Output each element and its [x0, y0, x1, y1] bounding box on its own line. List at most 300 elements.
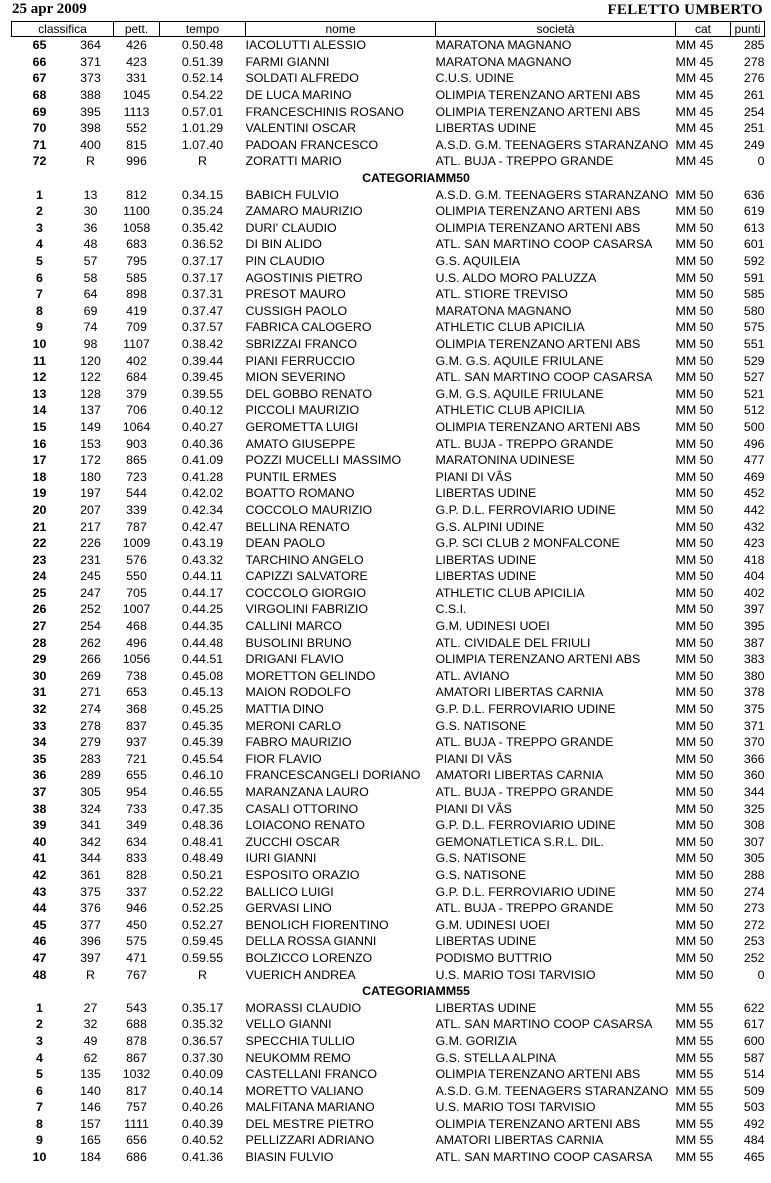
finish-time: 0.45.13 [181, 685, 224, 700]
finish-time: 0.39.45 [181, 370, 224, 385]
finish-time: 0.50.21 [181, 867, 224, 882]
overall-rank: 98 [83, 336, 98, 351]
category-rank: 3 [36, 220, 43, 235]
club-name: PIANI DI VÂS [435, 469, 512, 484]
finish-time: 0.45.35 [181, 718, 224, 733]
table-row [12, 385, 765, 402]
bib-number: 996 [126, 154, 147, 169]
table-row [12, 800, 765, 817]
points: 600 [743, 1033, 765, 1048]
points: 442 [743, 502, 765, 517]
club-name: ATL. BUJA - TREPPO GRANDE [435, 154, 614, 169]
athlete-name: COCCOLO MAURIZIO [245, 502, 373, 517]
finish-time: 0.35.42 [181, 220, 224, 235]
finish-time: 0.38.42 [181, 336, 224, 351]
athlete-name: PUNTIL ERMES [245, 469, 337, 484]
points: 452 [743, 486, 765, 501]
finish-time: 0.40.12 [181, 403, 224, 418]
category-rank: 17 [32, 453, 47, 468]
bib-number: 757 [126, 1100, 147, 1115]
category-code: MM 55 [675, 1100, 714, 1115]
overall-rank: 271 [80, 685, 101, 700]
category-code: MM 50 [675, 851, 714, 866]
category-rank: 1 [36, 1000, 43, 1015]
club-name: ATHLETIC CLUB APICILIA [435, 320, 585, 335]
table-row [12, 1099, 765, 1116]
category-code: MM 55 [675, 1033, 714, 1048]
category-header-row [12, 983, 765, 1000]
bib-number: 575 [126, 934, 147, 949]
overall-rank: 36 [83, 220, 98, 235]
category-code: MM 50 [675, 901, 714, 916]
points: 366 [743, 751, 765, 766]
bib-number: 543 [126, 1000, 147, 1015]
category-code: MM 50 [675, 287, 714, 302]
bib-number: 1056 [122, 652, 151, 667]
club-name: OLIMPIA TERENZANO ARTENI ABS [435, 204, 641, 219]
overall-rank: 305 [80, 785, 101, 800]
overall-rank: 375 [80, 884, 101, 899]
bib-number: 903 [126, 436, 147, 451]
finish-time: 1.07.40 [181, 137, 224, 152]
bib-number: 812 [126, 187, 147, 202]
points: 395 [743, 619, 765, 634]
category-rank: 39 [32, 818, 47, 833]
finish-time: 0.46.55 [181, 785, 224, 800]
club-name: ATL. STIORE TREVISO [435, 287, 568, 302]
category-rank: 11 [32, 353, 47, 368]
club-name: ATL. BUJA - TREPPO GRANDE [435, 901, 614, 916]
table-row [12, 485, 765, 502]
athlete-name: MATTIA DINO [245, 702, 324, 717]
category-rank: 38 [32, 801, 47, 816]
club-name: LIBERTAS UDINE [435, 552, 537, 567]
bib-number: 552 [126, 121, 147, 136]
points: 432 [743, 519, 765, 534]
table-row [12, 336, 765, 353]
bib-number: 688 [126, 1017, 147, 1032]
athlete-name: MAION RODOLFO [245, 685, 351, 700]
category-rank: 24 [32, 569, 47, 584]
category-rank: 71 [32, 137, 47, 152]
athlete-name: COCCOLO GIORGIO [245, 585, 366, 600]
category-rank: 12 [32, 370, 47, 385]
category-rank: 10 [32, 336, 47, 351]
category-code: MM 50 [675, 917, 714, 932]
club-name: LIBERTAS UDINE [435, 934, 537, 949]
category-code: MM 45 [675, 104, 714, 119]
overall-rank: 364 [80, 38, 101, 53]
athlete-name: PIANI FERRUCCIO [245, 353, 355, 368]
category-rank: 16 [32, 436, 47, 451]
category-code: MM 50 [675, 403, 714, 418]
finish-time: 0.41.36 [181, 1150, 224, 1165]
club-name: G.M. G.S. AQUILE FRIULANE [435, 353, 604, 368]
category-rank: 33 [32, 718, 47, 733]
club-name: ATL. SAN MARTINO COOP CASARSA [435, 1150, 653, 1165]
category-code: MM 50 [675, 818, 714, 833]
category-code: MM 50 [675, 353, 714, 368]
overall-rank: 342 [80, 834, 101, 849]
category-code: MM 50 [675, 652, 714, 667]
bib-number: 1111 [124, 1116, 149, 1131]
bib-number: 1007 [122, 602, 151, 617]
finish-time: R [198, 967, 207, 982]
table-row [12, 137, 765, 154]
col-header-cat: cat [676, 22, 731, 37]
overall-rank: 207 [80, 502, 101, 517]
points: 484 [743, 1133, 765, 1148]
club-name: ATL. BUJA - TREPPO GRANDE [435, 735, 614, 750]
club-name: G.S. ALPINI UDINE [435, 519, 545, 534]
bib-number: 733 [126, 801, 147, 816]
points: 274 [743, 884, 765, 899]
athlete-name: ESPOSITO ORAZIO [245, 867, 360, 882]
category-code: MM 50 [675, 237, 714, 252]
table-row [12, 817, 765, 834]
athlete-name: BALLICO LUIGI [245, 884, 334, 899]
overall-rank: 373 [80, 71, 101, 86]
points: 383 [743, 652, 765, 667]
finish-time: 0.37.17 [181, 270, 224, 285]
category-code-heading: MM55 [435, 984, 470, 999]
club-name: MARATONINA UDINESE [435, 453, 575, 468]
category-rank: 7 [36, 1100, 43, 1115]
bib-number: 833 [126, 851, 147, 866]
overall-rank: 279 [80, 735, 101, 750]
category-code: MM 55 [675, 1150, 714, 1165]
club-name: G.M. G.S. AQUILE FRIULANE [435, 386, 604, 401]
bib-number: 1064 [122, 419, 151, 434]
table-row [12, 352, 765, 369]
bib-number: 634 [126, 834, 147, 849]
table-row [12, 701, 765, 718]
athlete-name: SPECCHIA TULLIO [245, 1033, 355, 1048]
category-code: MM 50 [675, 585, 714, 600]
overall-rank: 153 [80, 436, 101, 451]
points: 344 [743, 785, 765, 800]
category-rank: 9 [36, 1133, 43, 1148]
category-code: MM 50 [675, 685, 714, 700]
athlete-name: ZAMARO MAURIZIO [245, 204, 363, 219]
table-row [12, 717, 765, 734]
athlete-name: GEROMETTA LUIGI [245, 419, 359, 434]
athlete-name: DI BIN ALIDO [245, 237, 322, 252]
category-code: MM 50 [675, 536, 714, 551]
category-rank: 1 [36, 187, 43, 202]
overall-rank: 48 [83, 237, 98, 252]
points: 254 [743, 104, 765, 119]
bib-number: 683 [126, 237, 147, 252]
club-name: ATL. BUJA - TREPPO GRANDE [435, 436, 614, 451]
bib-number: 368 [126, 702, 147, 717]
athlete-name: FRANCESCANGELI DORIANO [245, 768, 421, 783]
club-name: AMATORI LIBERTAS CARNIA [435, 685, 604, 700]
athlete-name: BELLINA RENATO [245, 519, 350, 534]
category-code: MM 50 [675, 785, 714, 800]
overall-rank: 149 [80, 419, 101, 434]
athlete-name: DELLA ROSSA GIANNI [245, 934, 377, 949]
table-row [12, 1116, 765, 1133]
category-rank: 4 [36, 1050, 43, 1065]
category-code: MM 55 [675, 1116, 714, 1131]
category-label: CATEGORIA [362, 171, 436, 186]
finish-time: 0.44.51 [181, 652, 224, 667]
club-name: OLIMPIA TERENZANO ARTENI ABS [435, 88, 641, 103]
points: 465 [743, 1150, 765, 1165]
finish-time: 0.59.55 [181, 950, 224, 965]
finish-time: 0.44.11 [182, 569, 223, 584]
category-code: MM 45 [675, 121, 714, 136]
category-code: MM 55 [675, 1083, 714, 1098]
bib-number: 898 [126, 287, 147, 302]
club-name: AMATORI LIBERTAS CARNIA [435, 768, 604, 783]
finish-time: 0.45.25 [181, 702, 224, 717]
athlete-name: PADOAN FRANCESCO [245, 137, 379, 152]
points: 251 [743, 121, 765, 136]
bib-number: 795 [126, 254, 147, 269]
athlete-name: GERVASI LINO [245, 901, 332, 916]
category-rank: 47 [32, 950, 47, 965]
athlete-name: BABICH FULVIO [245, 187, 339, 202]
club-name: A.S.D. G.M. TEENAGERS STARANZANO [435, 187, 669, 202]
category-rank: 20 [32, 502, 47, 517]
athlete-name: DRIGANI FLAVIO [245, 652, 344, 667]
points: 308 [743, 818, 765, 833]
points: 305 [743, 851, 765, 866]
club-name: LIBERTAS UDINE [435, 569, 537, 584]
club-name: A.S.D. G.M. TEENAGERS STARANZANO [435, 1083, 669, 1098]
table-row [12, 153, 765, 170]
overall-rank: 13 [83, 187, 98, 202]
category-rank: 22 [32, 536, 47, 551]
bib-number: 337 [126, 884, 147, 899]
overall-rank: 137 [80, 403, 101, 418]
athlete-name: DEL GOBBO RENATO [245, 386, 372, 401]
category-code: MM 45 [675, 38, 714, 53]
club-name: ATL. CIVIDALE DEL FRIULI [435, 635, 591, 650]
finish-time: 0.46.10 [181, 768, 224, 783]
table-row [12, 452, 765, 469]
athlete-name: CAPIZZI SALVATORE [245, 569, 368, 584]
bib-number: 828 [126, 867, 147, 882]
category-code: MM 50 [675, 967, 714, 982]
points: 249 [743, 137, 765, 152]
category-code: MM 50 [675, 768, 714, 783]
table-row [12, 1016, 765, 1033]
table-row [12, 253, 765, 270]
category-rank: 14 [32, 403, 47, 418]
finish-time: 0.59.45 [181, 934, 224, 949]
category-header-row [12, 170, 765, 187]
bib-number: 402 [126, 353, 147, 368]
category-code: MM 50 [675, 453, 714, 468]
finish-time: 0.51.39 [181, 54, 224, 69]
overall-rank: 32 [83, 1017, 98, 1032]
table-row [12, 751, 765, 768]
club-name: ATL. SAN MARTINO COOP CASARSA [435, 1017, 653, 1032]
bib-number: 585 [126, 270, 147, 285]
table-row [12, 286, 765, 303]
table-row [12, 767, 765, 784]
table-row [12, 1066, 765, 1083]
category-rank: 5 [36, 1067, 43, 1082]
category-rank: 13 [32, 386, 47, 401]
bib-number: 550 [126, 569, 147, 584]
category-code: MM 50 [675, 552, 714, 567]
points: 613 [743, 220, 765, 235]
bib-number: 865 [126, 453, 147, 468]
finish-time: 0.48.41 [181, 834, 224, 849]
finish-time: 0.35.24 [181, 204, 224, 219]
category-code: MM 50 [675, 702, 714, 717]
category-code: MM 45 [675, 54, 714, 69]
finish-time: 0.40.36 [181, 436, 224, 451]
athlete-name: AMATO GIUSEPPE [245, 436, 356, 451]
athlete-name: VELLO GIANNI [245, 1017, 332, 1032]
club-name: OLIMPIA TERENZANO ARTENI ABS [435, 419, 641, 434]
overall-rank: 122 [80, 370, 101, 385]
points: 404 [743, 569, 765, 584]
athlete-name: VUERICH ANDREA [245, 967, 356, 982]
overall-rank: 398 [80, 121, 101, 136]
overall-rank: 344 [80, 851, 101, 866]
table-row [12, 668, 765, 685]
table-row [12, 916, 765, 933]
points: 402 [743, 585, 765, 600]
category-rank: 15 [32, 419, 47, 434]
table-row [12, 651, 765, 668]
date-heading: 25 apr 2009 [12, 1, 87, 17]
points: 496 [743, 436, 765, 451]
category-rank: 26 [32, 602, 47, 617]
points: 285 [743, 38, 765, 53]
points: 585 [743, 287, 765, 302]
club-name: OLIMPIA TERENZANO ARTENI ABS [435, 220, 641, 235]
category-code: MM 50 [675, 370, 714, 385]
bib-number: 954 [126, 785, 147, 800]
club-name: G.S. AQUILEIA [435, 254, 521, 269]
finish-time: 0.45.08 [181, 668, 224, 683]
category-code: MM 55 [675, 1133, 714, 1148]
club-name: G.M. UDINESI UOEI [435, 619, 550, 634]
club-name: LIBERTAS UDINE [435, 121, 537, 136]
category-rank: 32 [32, 702, 47, 717]
table-row [12, 54, 765, 71]
category-code: MM 50 [675, 220, 714, 235]
table-row [12, 950, 765, 967]
category-code: MM 50 [675, 635, 714, 650]
finish-time: 0.52.27 [181, 917, 224, 932]
bib-number: 705 [126, 585, 147, 600]
table-row [12, 120, 765, 137]
athlete-name: VALENTINI OSCAR [245, 121, 357, 136]
athlete-name: MALFITANA MARIANO [245, 1100, 375, 1115]
bib-number: 1100 [123, 204, 150, 219]
club-name: OLIMPIA TERENZANO ARTENI ABS [435, 652, 641, 667]
overall-rank: 140 [80, 1083, 101, 1098]
club-name: ATHLETIC CLUB APICILIA [435, 403, 585, 418]
athlete-name: MORASSI CLAUDIO [245, 1000, 362, 1015]
category-rank: 19 [32, 486, 47, 501]
overall-rank: 278 [80, 718, 101, 733]
finish-time: 0.41.28 [181, 469, 224, 484]
points: 0 [757, 154, 765, 169]
category-rank: 37 [32, 785, 47, 800]
table-row [12, 1149, 765, 1166]
athlete-name: DURI' CLAUDIO [245, 220, 337, 235]
finish-time: 0.44.35 [181, 619, 224, 634]
club-name: G.S. NATISONE [435, 867, 527, 882]
category-rank: 66 [32, 54, 47, 69]
bib-number: 655 [126, 768, 147, 783]
table-row [12, 618, 765, 635]
category-rank: 6 [36, 270, 43, 285]
finish-time: 0.57.01 [181, 104, 224, 119]
overall-rank: 197 [80, 486, 101, 501]
athlete-name: SBRIZZAI FRANCO [245, 336, 358, 351]
athlete-name: PELLIZZARI ADRIANO [245, 1133, 375, 1148]
category-code: MM 50 [675, 336, 714, 351]
category-code: MM 45 [675, 88, 714, 103]
overall-rank: 165 [80, 1133, 101, 1148]
bib-number: 946 [126, 901, 147, 916]
col-header-punti: punti [731, 22, 765, 37]
bib-number: 1045 [122, 88, 151, 103]
category-rank: 8 [36, 1116, 43, 1131]
bib-number: 721 [126, 751, 147, 766]
table-row [12, 186, 765, 203]
category-code: MM 50 [675, 519, 714, 534]
points: 375 [743, 702, 765, 717]
table-row [12, 518, 765, 535]
points: 252 [743, 950, 765, 965]
athlete-name: MORETTO VALIANO [245, 1083, 364, 1098]
overall-rank: 217 [80, 519, 101, 534]
club-name: G.S. NATISONE [435, 851, 527, 866]
club-name: ATL. BUJA - TREPPO GRANDE [435, 785, 614, 800]
bib-number: 686 [126, 1150, 147, 1165]
table-row [12, 37, 765, 54]
points: 512 [743, 403, 765, 418]
category-rank: 23 [32, 552, 47, 567]
points: 273 [743, 901, 765, 916]
athlete-name: CASTELLANI FRANCO [245, 1067, 378, 1082]
table-row [12, 966, 765, 983]
club-name: ATHLETIC CLUB APICILIA [435, 585, 585, 600]
category-code: MM 50 [675, 718, 714, 733]
points: 503 [743, 1100, 765, 1115]
col-header-tempo: tempo [160, 22, 246, 37]
table-row [12, 1132, 765, 1149]
table-row [12, 269, 765, 286]
club-name: OLIMPIA TERENZANO ARTENI ABS [435, 336, 641, 351]
overall-rank: 172 [80, 453, 101, 468]
club-name: A.S.D. G.M. TEENAGERS STARANZANO [435, 137, 669, 152]
points: 527 [743, 370, 765, 385]
table-row [12, 70, 765, 87]
table-row [12, 933, 765, 950]
points: 514 [743, 1067, 765, 1082]
finish-time: 0.37.17 [181, 254, 224, 269]
finish-time: 0.41.09 [181, 453, 224, 468]
overall-rank: 226 [80, 536, 101, 551]
bib-number: 423 [126, 54, 147, 69]
col-header-nome: nome [246, 22, 436, 37]
category-rank: 10 [32, 1150, 47, 1165]
bib-number: 471 [126, 950, 147, 965]
category-rank: 25 [32, 585, 47, 600]
